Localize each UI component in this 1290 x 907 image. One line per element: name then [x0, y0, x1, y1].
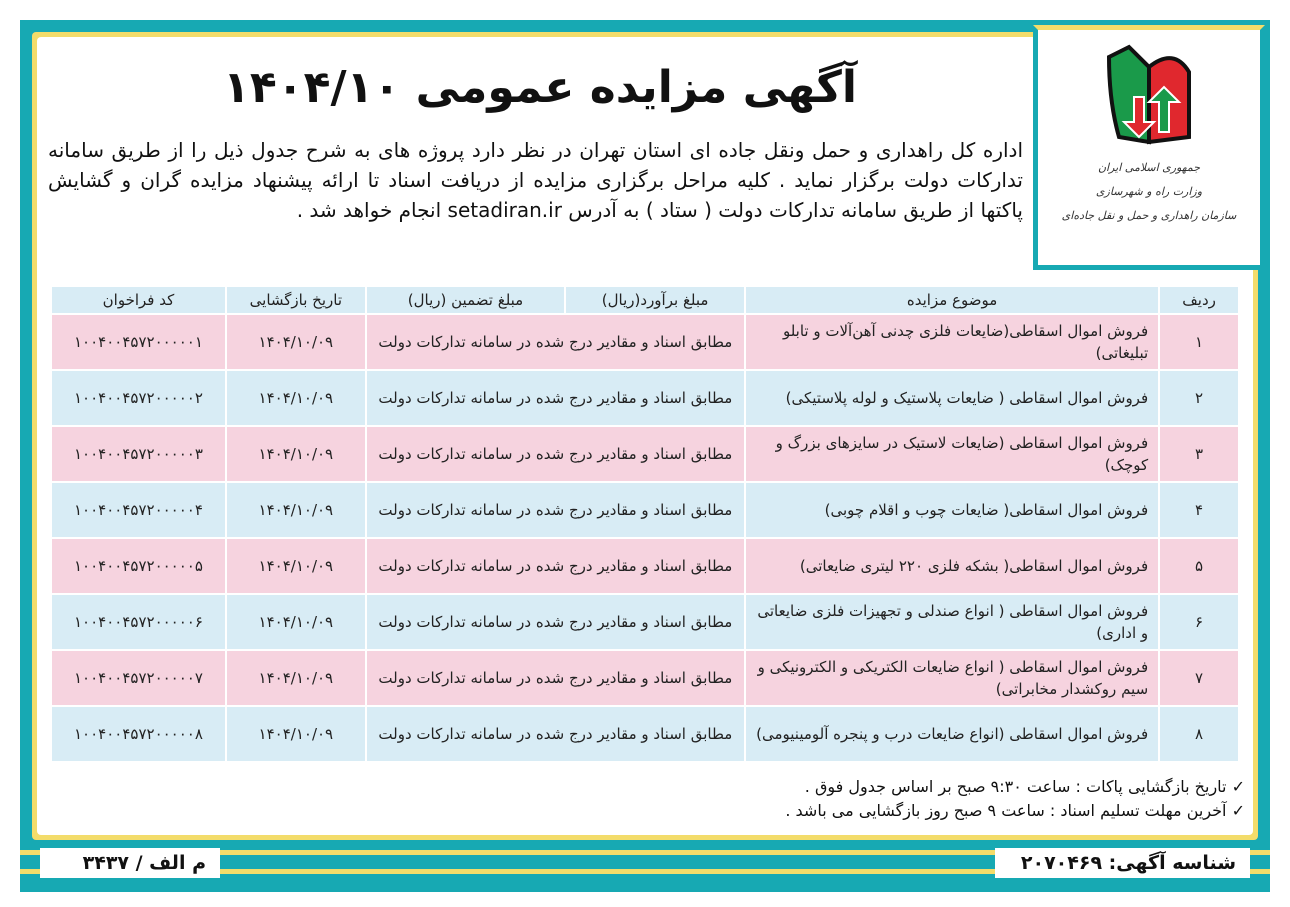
row-call-code: ۱۰۰۴۰۰۴۵۷۲۰۰۰۰۰۷: [51, 650, 226, 706]
org-line: جمهوری اسلامی ایران: [1097, 161, 1201, 174]
ad-ref: م الف / ۳۴۳۷: [40, 848, 220, 878]
table-row: [51, 650, 1239, 706]
table-row: [51, 482, 1239, 538]
row-opening-date: ۱۴۰۴/۱۰/۰۹: [226, 594, 366, 650]
row-subject: فروش اموال اسقاطی ( انواع ضایعات الکتریکی و الکترونیکی و سیم روکشدار مخابراتی): [745, 650, 1159, 706]
row-amount: مطابق اسناد و مقادیر درج شده در سامانه تدارکات دولت: [366, 538, 745, 594]
row-amount: مطابق اسناد و مقادیر درج شده در سامانه تدارکات دولت: [366, 426, 745, 482]
row-number: ۶: [1159, 594, 1239, 650]
row-call-code: ۱۰۰۴۰۰۴۵۷۲۰۰۰۰۰۴: [51, 482, 226, 538]
row-subject: فروش اموال اسقاطی (ضایعات لاستیک در سایزهای بزرگ و کوچک): [745, 426, 1159, 482]
table-row: [51, 594, 1239, 650]
row-number: ۸: [1159, 706, 1239, 762]
row-call-code: ۱۰۰۴۰۰۴۵۷۲۰۰۰۰۰۱: [51, 314, 226, 370]
table-row: [51, 538, 1239, 594]
auction-table: [50, 285, 1240, 763]
row-opening-date: ۱۴۰۴/۱۰/۰۹: [226, 314, 366, 370]
row-number: ۲: [1159, 370, 1239, 426]
row-amount: مطابق اسناد و مقادیر درج شده در سامانه تدارکات دولت: [366, 370, 745, 426]
row-number: ۷: [1159, 650, 1239, 706]
row-amount: مطابق اسناد و مقادیر درج شده در سامانه تدارکات دولت: [366, 594, 745, 650]
row-opening-date: ۱۴۰۴/۱۰/۰۹: [226, 706, 366, 762]
row-subject: فروش اموال اسقاطی ( انواع صندلی و تجهیزات فلزی ضایعاتی و اداری): [745, 594, 1159, 650]
row-number: ۵: [1159, 538, 1239, 594]
note-opening-time: ✓ تاریخ بازگشایی پاکات : ساعت ۹:۳۰ صبح بر اساس جدول فوق .: [804, 777, 1245, 796]
header-opening-date: تاریخ بازگشایی: [226, 286, 366, 314]
ad-intro: اداره کل راهداری و حمل ونقل جاده ای استان تهران در نظر دارد پروژه های به شرح جدول ذیل را از طریق سامانه تدارکات دولت برگزار نماید . کلیه مراحل برگزاری مزایده از دریافت اسناد تا ارائه پیشنهاد مزایده گران و گشایش پاکتها از طریق سامانه تدارکات دولت ( ستاد ) به آدرس setadiran.ir انجام خواهد شد .: [48, 138, 1023, 222]
row-opening-date: ۱۴۰۴/۱۰/۰۹: [226, 650, 366, 706]
ad-title: آگهی مزایده عمومی ۱۴۰۴/۱۰: [223, 62, 857, 113]
row-amount: مطابق اسناد و مقادیر درج شده در سامانه تدارکات دولت: [366, 706, 745, 762]
notes: [785, 775, 1245, 823]
row-opening-date: ۱۴۰۴/۱۰/۰۹: [226, 538, 366, 594]
row-number: ۱: [1159, 314, 1239, 370]
header-estimate: مبلغ برآورد(ریال): [565, 286, 745, 314]
table-row: [51, 314, 1239, 370]
table-row: [51, 370, 1239, 426]
row-number: ۴: [1159, 482, 1239, 538]
table-row: [51, 706, 1239, 762]
row-call-code: ۱۰۰۴۰۰۴۵۷۲۰۰۰۰۰۵: [51, 538, 226, 594]
road-maintenance-logo-icon: [1104, 42, 1194, 152]
header-subject: موضوع مزایده: [745, 286, 1159, 314]
header-call-code: کد فراخوان: [51, 286, 226, 314]
row-subject: فروش اموال اسقاطی(ضایعات فلزی چدنی آهن‌آلات و تابلو تبلیغاتی): [745, 314, 1159, 370]
logo-box: [1033, 25, 1265, 270]
row-opening-date: ۱۴۰۴/۱۰/۰۹: [226, 370, 366, 426]
ad-id: شناسه آگهی: ۲۰۷۰۴۶۹: [995, 848, 1250, 878]
row-subject: فروش اموال اسقاطی ( ضایعات پلاستیک و لوله پلاستیکی): [745, 370, 1159, 426]
header-row-number: ردیف: [1159, 286, 1239, 314]
note-deadline: ✓ آخرین مهلت تسلیم اسناد : ساعت ۹ صبح روز بازگشایی می باشد .: [785, 801, 1245, 820]
row-call-code: ۱۰۰۴۰۰۴۵۷۲۰۰۰۰۰۳: [51, 426, 226, 482]
row-number: ۳: [1159, 426, 1239, 482]
row-call-code: ۱۰۰۴۰۰۴۵۷۲۰۰۰۰۰۲: [51, 370, 226, 426]
org-line: سازمان راهداری و حمل و نقل جاده‌ای: [1061, 209, 1237, 222]
row-subject: فروش اموال اسقاطی( بشکه فلزی ۲۲۰ لیتری ضایعاتی): [745, 538, 1159, 594]
row-amount: مطابق اسناد و مقادیر درج شده در سامانه تدارکات دولت: [366, 650, 745, 706]
row-call-code: ۱۰۰۴۰۰۴۵۷۲۰۰۰۰۰۶: [51, 594, 226, 650]
org-line: وزارت راه و شهرسازی: [1095, 185, 1203, 198]
table-row: [51, 426, 1239, 482]
row-amount: مطابق اسناد و مقادیر درج شده در سامانه تدارکات دولت: [366, 482, 745, 538]
row-subject: فروش اموال اسقاطی( ضایعات چوب و اقلام چوبی): [745, 482, 1159, 538]
row-call-code: ۱۰۰۴۰۰۴۵۷۲۰۰۰۰۰۸: [51, 706, 226, 762]
row-subject: فروش اموال اسقاطی (انواع ضایعات درب و پنجره آلومینیومی): [745, 706, 1159, 762]
header-guarantee: مبلغ تضمین (ریال): [366, 286, 566, 314]
table-header: [51, 286, 1239, 314]
row-opening-date: ۱۴۰۴/۱۰/۰۹: [226, 482, 366, 538]
row-opening-date: ۱۴۰۴/۱۰/۰۹: [226, 426, 366, 482]
row-amount: مطابق اسناد و مقادیر درج شده در سامانه تدارکات دولت: [366, 314, 745, 370]
